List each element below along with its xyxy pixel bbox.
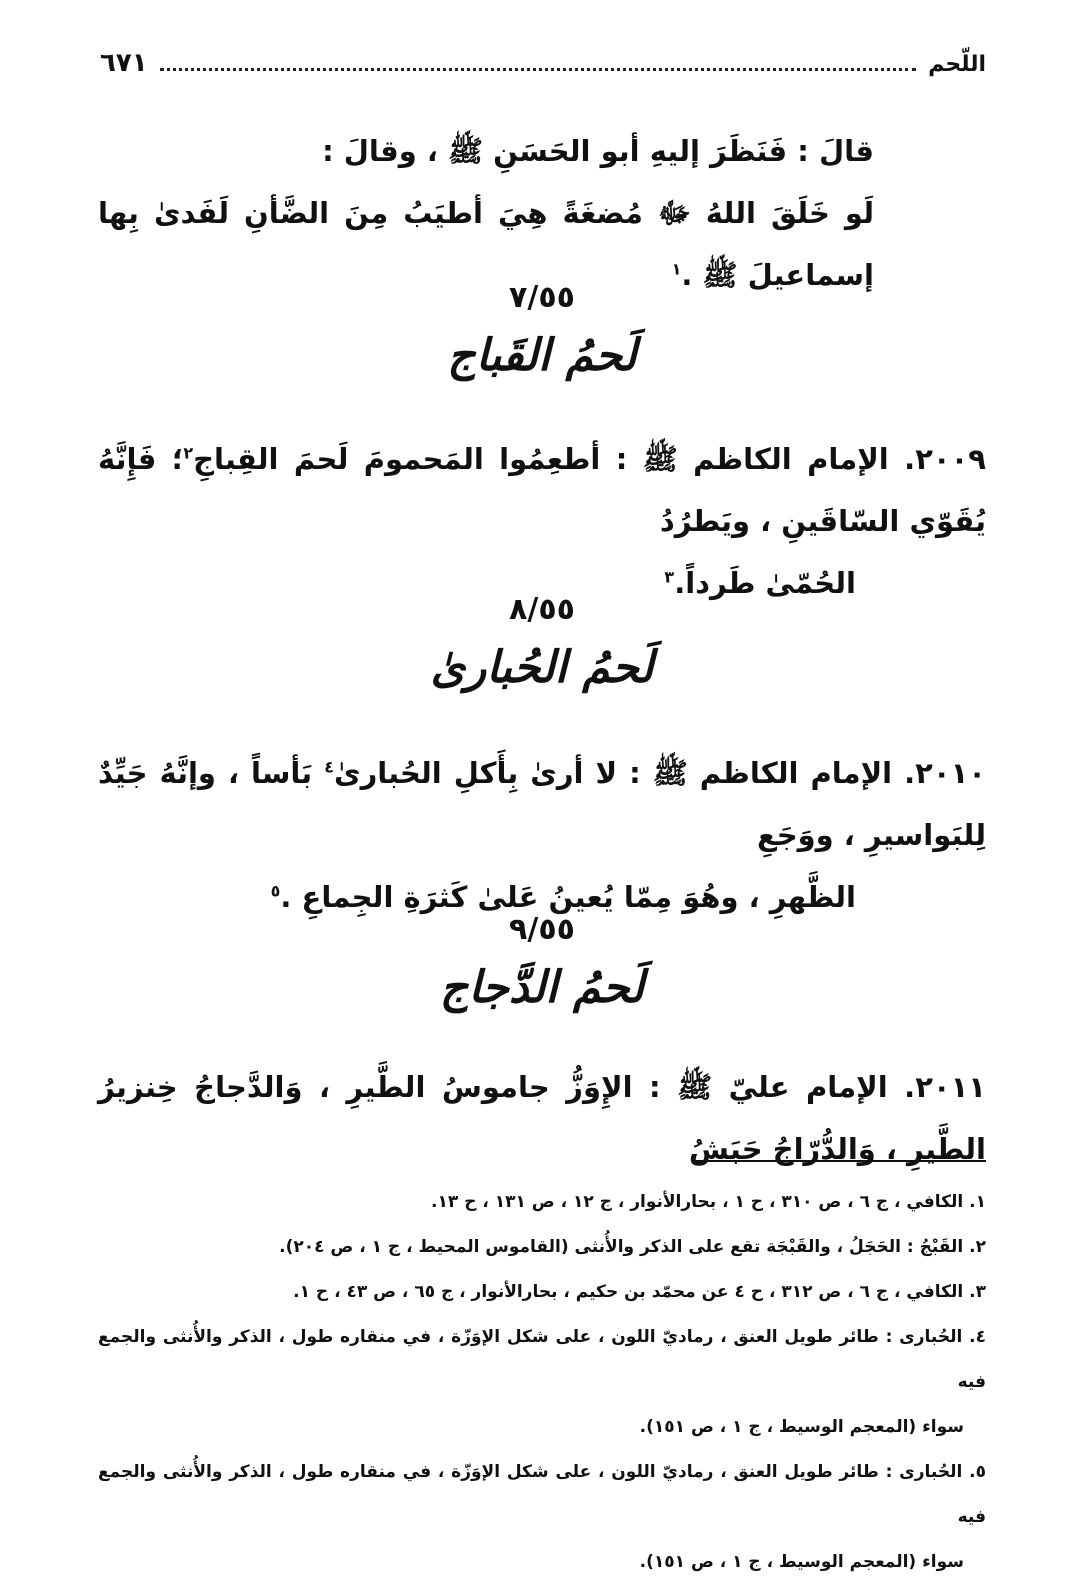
running-title: اللّحم xyxy=(928,52,986,77)
section-number: ٩/٥٥ xyxy=(509,912,575,947)
footnote-5: ٥. الحُبارى : طائر طويل العنق ، رماديّ اللون ، على شكل الإوَزّة ، في منقاره طول ، الذكر والأُنثى والجمع فيه xyxy=(98,1462,986,1527)
intro-line-2-text: لَو خَلَقَ اللهُ ﷻ مُضغَةً هِيَ أطيَبُ مِنَ الضَّأنِ لَفَدىٰ بِها إسماعيلَ ﷺ . xyxy=(98,196,874,292)
running-header xyxy=(100,48,986,78)
footnote-5-continuation: سواء (المعجم الوسيط ، ج ١ ، ص ١٥١). xyxy=(639,1552,964,1572)
footnote-ref: ١ xyxy=(671,259,682,279)
hadith-line-1 xyxy=(98,742,986,866)
hadith-2009 xyxy=(98,428,986,614)
footnote-ref: ٤ xyxy=(324,757,334,777)
footnote-2: ٢. القَبْجُ : الحَجَلُ ، والقَبْجَة تقع على الذكر والأُنثى (القاموس المحيط ، ج ١ ، ص ٢٠٤). xyxy=(279,1237,986,1257)
page-number: ٦٧١ xyxy=(100,48,148,78)
hadith-text-cont: ؛ فَإِنَّهُ يُقَوّي السّاقَينِ ، ويَطرُدُ xyxy=(98,442,986,538)
hadith-number: ٢٠١٠. xyxy=(904,756,986,790)
footnote-4-continuation: سواء (المعجم الوسيط ، ج ١ ، ص ١٥١). xyxy=(639,1417,964,1437)
intro-block xyxy=(98,120,874,306)
hadith-2010 xyxy=(98,742,986,928)
footnote-separator xyxy=(696,1160,986,1162)
hadith-text: الإمام الكاظم ﷺ : أطعِمُوا المَحمومَ لَحمَ القِباجِ xyxy=(193,442,889,476)
hadith-text-cont: بَأساً ، وإنَّهُ جَيِّدٌ لِلبَواسيرِ ، ووَجَعِ xyxy=(98,756,986,852)
footnote-4: ٤. الحُبارى : طائر طويل العنق ، رماديّ اللون ، على شكل الإوَزّة ، في منقاره طول ، الذكر والأُنثى والجمع فيه xyxy=(98,1327,986,1392)
footnote-ref: ٢ xyxy=(183,443,194,463)
hadith-number: ٢٠١١. xyxy=(904,1070,986,1104)
intro-line-1: قالَ : فَنَظَرَ إليهِ أبو الحَسَنِ ﷺ ، وقالَ : xyxy=(322,134,874,168)
section-number: ٧/٥٥ xyxy=(509,280,575,315)
hadith-text: الإمام الكاظم ﷺ : لا أرىٰ بِأَكلِ الحُبارىٰ xyxy=(333,756,893,790)
hadith-text-end: الحُمّىٰ طَرداً. xyxy=(674,566,856,600)
section-title-calligraphy: لَحمُ الحُبارىٰ xyxy=(430,642,654,693)
footnote-1: ١. الكافي ، ج ٦ ، ص ٣١٠ ، ح ١ ، بحارالأنوار ، ج ١٢ ، ص ١٣١ ، ح ١٣. xyxy=(431,1192,986,1212)
footnotes xyxy=(98,1180,986,1585)
hadith-number: ٢٠٠٩. xyxy=(904,442,986,476)
hadith-text-end: الظَّهرِ ، وهُوَ مِمّا يُعينُ عَلىٰ كَثرَةِ الجِماعِ . xyxy=(280,880,856,914)
section-title-calligraphy: لَحمُ الدَّجاج xyxy=(439,962,645,1013)
footnote-3: ٣. الكافي ، ج ٦ ، ص ٣١٢ ، ح ٤ عن محمّد بن حكيم ، بحارالأنوار ، ج ٦٥ ، ص ٤٣ ، ح ١. xyxy=(293,1282,986,1302)
footnote-ref: ٥ xyxy=(270,881,281,901)
section-number: ٨/٥٥ xyxy=(509,592,575,627)
footnote-ref: ٣ xyxy=(664,567,675,587)
section-title-calligraphy: لَحمُ القَباج xyxy=(447,330,637,381)
header-dot-leader xyxy=(160,52,917,71)
hadith-line-1 xyxy=(98,428,986,552)
hadith-text: الإمام عليّ ﷺ : الإِوَزُّ جاموسُ الطَّيرِ ، وَالدَّجاجُ خِنزيرُ الطَّيرِ ، وَالدُّرّاجُ حَبَشُ xyxy=(98,1070,986,1166)
